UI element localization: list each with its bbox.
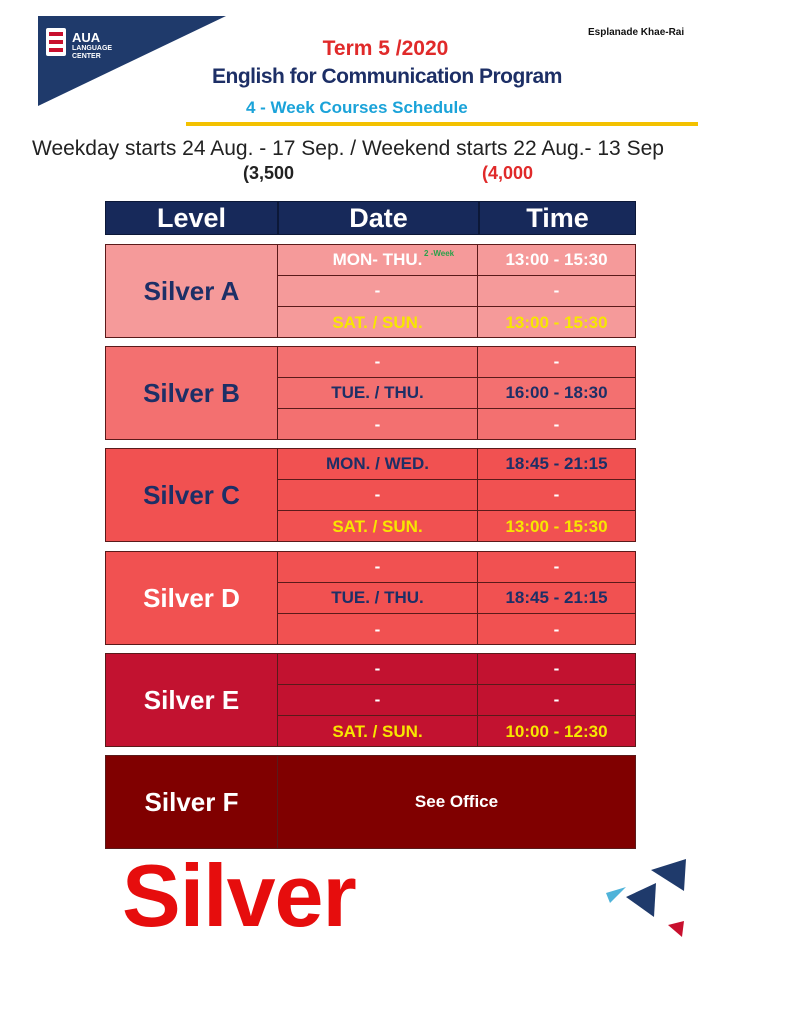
logo-subtitle: LANGUAGE CENTER	[72, 45, 113, 60]
duration-note: 2 -Week	[424, 249, 455, 258]
schedule-row	[278, 583, 635, 614]
level-name: Silver B	[106, 347, 278, 439]
time-cell: -	[553, 619, 560, 639]
level-block	[105, 244, 636, 338]
time-cell: 18:45 - 21:15	[505, 454, 608, 473]
day-cell: TUE. / THU.	[278, 583, 478, 613]
see-office-note: See Office	[414, 792, 499, 811]
time-cell: -	[553, 659, 560, 678]
time-cell: -	[553, 557, 560, 576]
logo-banner	[38, 16, 226, 106]
time-cell: 10:00 - 12:30	[505, 721, 608, 741]
price-weekend: (4,000	[482, 163, 534, 183]
schedule-row	[278, 378, 635, 409]
schedule-row	[278, 276, 635, 307]
day-cell: -	[278, 276, 478, 306]
level-name: Silver F	[106, 756, 278, 848]
program-title: English for Communication Program	[212, 65, 562, 88]
footer-word: Silver	[122, 846, 356, 945]
schedule-row	[278, 307, 635, 338]
schedule-title: 4 - Week Courses Schedule	[246, 98, 468, 117]
day-cell: SAT. / SUN.	[278, 716, 478, 747]
time-cell: 13:00 - 15:30	[505, 250, 608, 269]
price-weekday: (3,500	[243, 163, 295, 183]
level-block	[105, 448, 636, 542]
level-name: Silver E	[106, 654, 278, 746]
day-cell: -	[278, 409, 478, 440]
level-name: Silver D	[106, 552, 278, 644]
day-cell: MON- THU.	[278, 245, 478, 275]
time-cell: 13:00 - 15:30	[505, 312, 608, 332]
term-title: Term 5 /2020	[322, 37, 449, 60]
header-time: Time	[479, 201, 636, 235]
day-cell: -	[278, 480, 478, 510]
level-block	[105, 653, 636, 747]
header-date: Date	[278, 201, 479, 235]
schedule-row	[278, 614, 635, 645]
time-cell: 13:00 - 15:30	[505, 516, 608, 536]
schedule-row	[278, 716, 635, 747]
schedule-row	[278, 449, 635, 480]
schedule-row	[278, 347, 635, 378]
schedule-row	[278, 685, 635, 716]
header-level: Level	[105, 201, 278, 235]
day-cell: MON. / WED.	[278, 449, 478, 479]
level-block	[105, 755, 636, 849]
start-dates: Weekday starts 24 Aug. - 17 Sep. / Weekend starts 22 Aug.- 13 Sep	[32, 137, 664, 160]
schedule-row	[278, 552, 635, 583]
schedule-row	[278, 511, 635, 542]
logo-name: AUA	[72, 30, 101, 45]
time-cell: -	[553, 690, 560, 709]
time-cell: 18:45 - 21:15	[505, 588, 608, 607]
branch-name: Esplanade Khae-Rai	[588, 27, 685, 38]
day-cell: SAT. / SUN.	[278, 307, 478, 338]
day-cell: TUE. / THU.	[278, 378, 478, 408]
schedule-row	[278, 409, 635, 440]
time-cell: 16:00 - 18:30	[505, 383, 608, 402]
day-cell: SAT. / SUN.	[278, 511, 478, 542]
schedule-row	[278, 245, 635, 276]
day-cell: -	[278, 685, 478, 715]
time-cell: -	[553, 281, 560, 300]
day-cell: -	[278, 654, 478, 684]
level-block	[105, 346, 636, 440]
time-cell: -	[553, 414, 560, 434]
decorative-triangles-icon	[596, 855, 692, 945]
time-cell: -	[553, 352, 560, 371]
time-cell: -	[553, 485, 560, 504]
day-cell: -	[278, 552, 478, 582]
day-cell: -	[278, 614, 478, 645]
level-name: Silver A	[106, 245, 278, 337]
level-name: Silver C	[106, 449, 278, 541]
schedule-row	[278, 480, 635, 511]
level-block	[105, 551, 636, 645]
divider	[186, 122, 698, 126]
schedule-row	[278, 654, 635, 685]
day-cell: -	[278, 347, 478, 377]
